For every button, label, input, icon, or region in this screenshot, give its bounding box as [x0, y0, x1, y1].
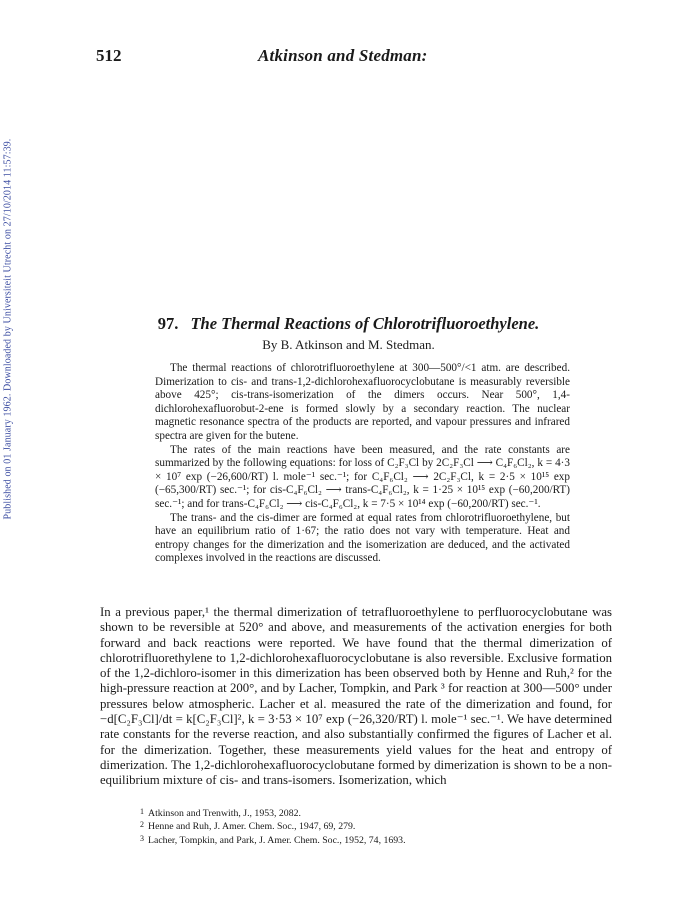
abstract-paragraph: The trans- and the cis-dimer are formed at equal rates from chlorotrifluoroethylene, but have an equilibrium ratio of 1·67; the ratio does not vary with temperature. Heat and entropy changes for the dimerization and the isomerization are deduced, and the activated complexes involved in the reactions are discussed. — [155, 511, 570, 565]
article-title-line — [0, 314, 697, 334]
footnote — [140, 806, 620, 819]
body-paragraph: In a previous paper,¹ the thermal dimerization of tetrafluoroethylene to perfluorocyclobutane was shown to be reversible at 520° and above, and measurements of the activation energies for both forward and back reactions were reported. We have found that the thermal dimerization of chlorotrifluorethylene to 1,2-dichlorohexafluorocyclobutane is also reversible. Exclusive formation of the 1,2-dichloro-isomer in this dimerization has been observed both by Henne and Ruh,² for the high-pressure reaction at 200°, and by Lacher, Tompkin, and Park ³ for reaction at 300—500° under pressures below atmospheric. Lacher et al. measured the rate of the dimerization and found, for −d[C₂F₃Cl]/dt = k[C₂F₃Cl]², k = 3·53 × 10⁷ exp (−26,320/RT) l. mole⁻¹ sec.⁻¹. We have determined rate constants for the reverse reaction, and also substantially confirmed the figures of Lacher et al. for the dimerization. Together, these measurements yield values for the heat and entropy of dimerization. The 1,2-dichlorohexafluorocyclobutane formed by dimerization is shown to be a non-equilibrium mixture of cis- and trans-isomers. Isomerization, which — [100, 605, 612, 788]
footnotes — [140, 806, 620, 846]
footnote — [140, 819, 620, 832]
footnote-mark: 1 — [140, 807, 144, 816]
abstract — [155, 362, 570, 566]
footnote-text: Henne and Ruh, J. Amer. Chem. Soc., 1947, 69, 279. — [148, 821, 356, 833]
article-byline: By B. Atkinson and M. Stedman. — [262, 337, 435, 352]
running-header — [96, 46, 607, 70]
footnote-mark: 2 — [140, 820, 144, 830]
abstract-paragraph: The thermal reactions of chlorotrifluoroethylene at 300—500°/<1 atm. are described. Dimerization to cis- and trans-1,2-dichlorohexafluorocyclobutane is measurably reversible above 425°; cis-trans-isomerization of the dimers occurs. Near 500°, 1,4-dichlorohexafluorobut-2-ene is formed slowly by a secondary reaction. The nuclear magnetic resonance spectra of the products are reported, and vapour pressures and infrared spectra are given for the butene. — [155, 362, 570, 442]
publication-side-note: Published on 01 January 1962. Downloaded by Universiteit Utrecht on 27/10/2014 11:57:39. — [2, 138, 14, 520]
article-number: 97. — [157, 314, 179, 333]
body-text — [100, 605, 612, 789]
footnote — [140, 833, 620, 846]
abstract-paragraph: The rates of the main reactions have been measured, and the rate constants are summarized by the following equations: for loss of C₂F₃Cl by 2C₂F₃Cl ⟶ C₄F₆Cl₂, k = 4·3 × 10⁷ exp (−26,600/RT) l. mole⁻¹ sec.⁻¹; for C₄F₆Cl₂ ⟶ 2C₂F₃Cl, k = 2·5 × 10¹⁵ exp (−65,300/RT) sec.⁻¹; for cis-C₄F₆Cl₂ ⟶ trans-C₄F₆Cl₂, k = 1·25 × 10¹⁵ exp (−60,200/RT) sec.⁻¹; and for trans-C₄F₆Cl₂ ⟶ cis-C₄F₆Cl₂, k = 7·5 × 10¹⁴ exp (−60,200/RT) sec.⁻¹. — [155, 443, 570, 510]
article-title: The Thermal Reactions of Chlorotrifluoroethylene. — [190, 314, 540, 333]
footnote-text: Lacher, Tompkin, and Park, J. Amer. Chem. Soc., 1952, 74, 1693. — [148, 834, 406, 846]
footnote-text: Atkinson and Trenwith, J., 1953, 2082. — [148, 808, 301, 819]
footnote-mark: 3 — [140, 833, 144, 843]
page-number: 512 — [96, 46, 122, 65]
running-title: Atkinson and Stedman: — [258, 46, 428, 65]
